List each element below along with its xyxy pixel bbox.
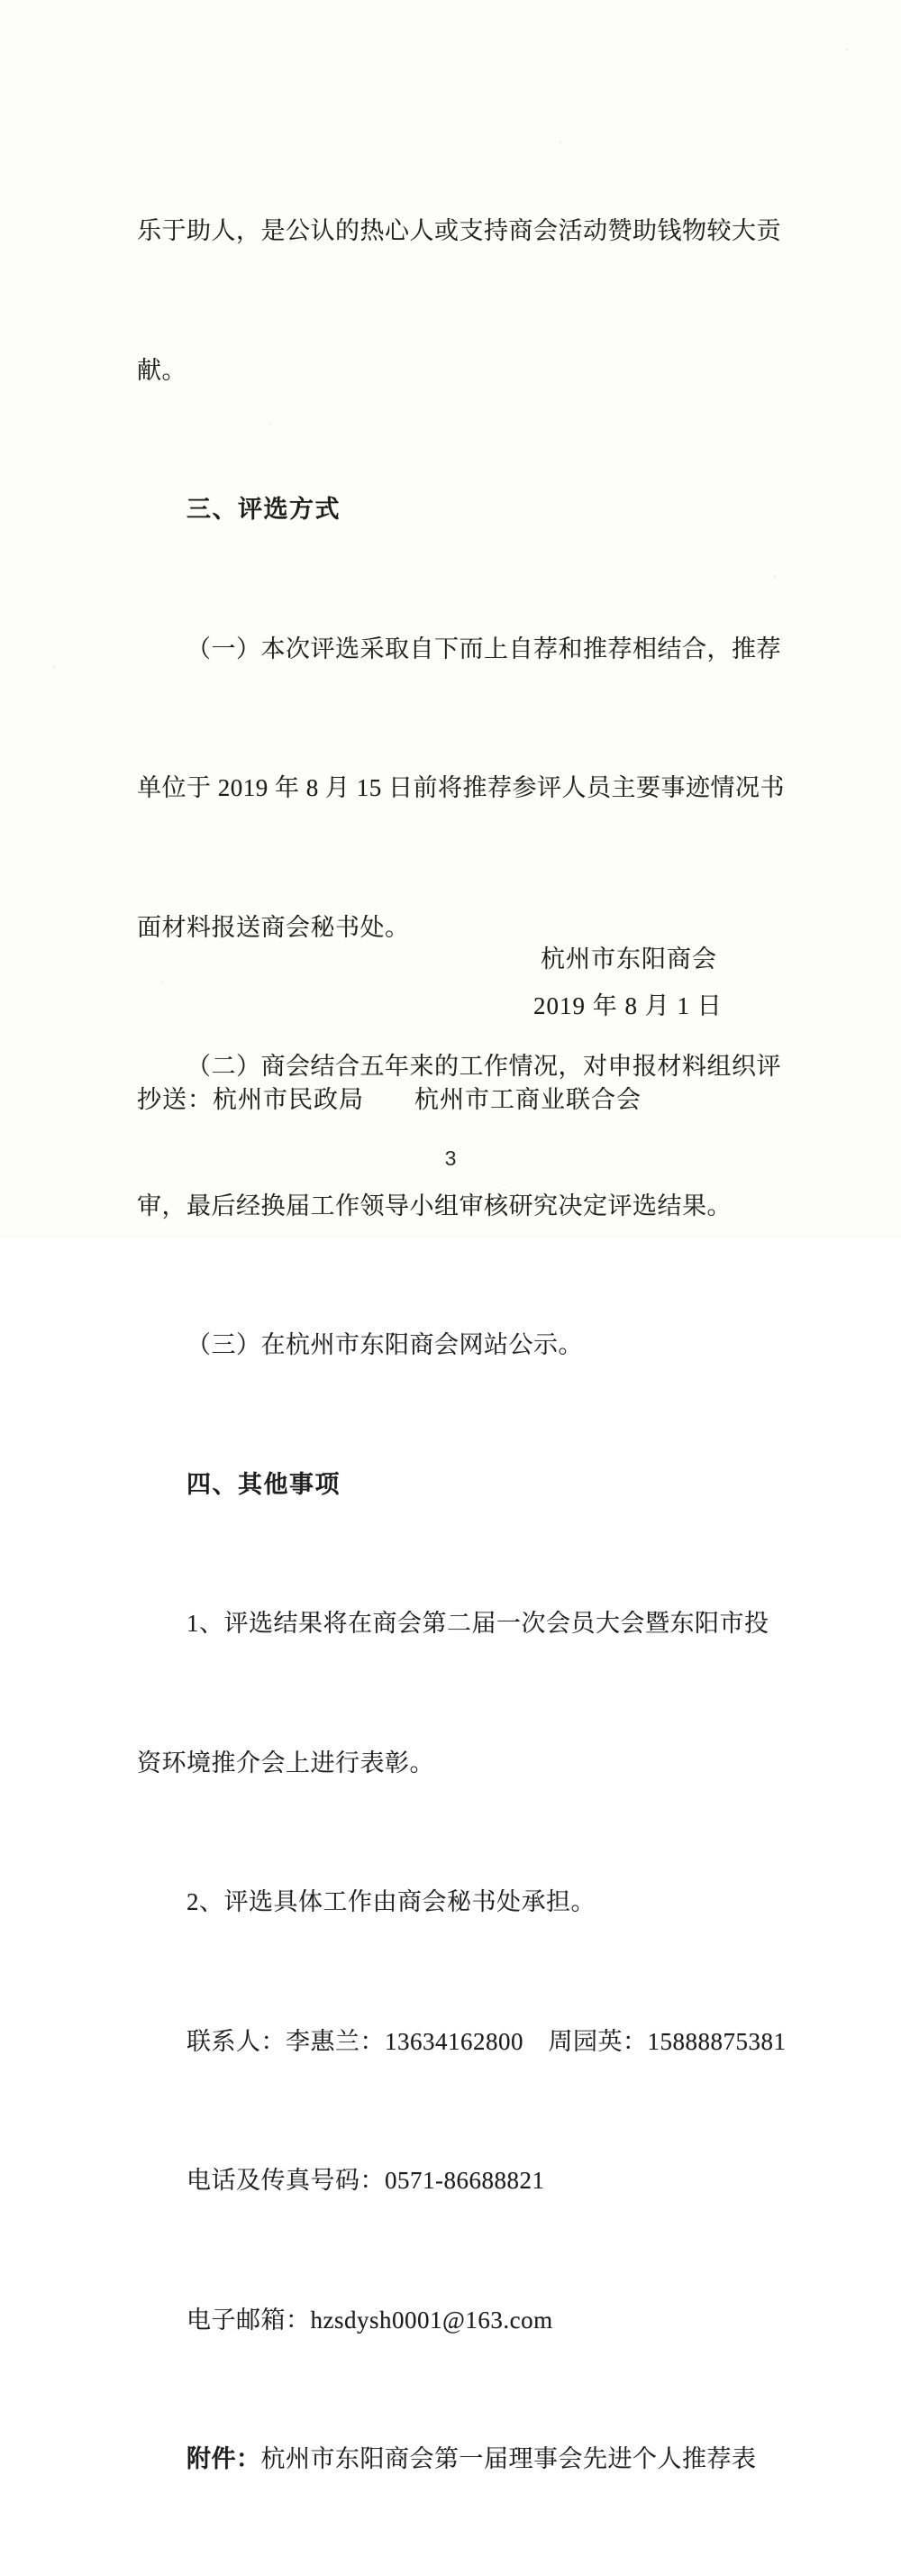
email-line: 电子邮箱：hzsdysh0001@163.com bbox=[187, 2306, 553, 2334]
para-review-1: （二）商会结合五年来的工作情况，对申报材料组织评 bbox=[187, 1053, 781, 1080]
para-selection-method-3: 面材料报送商会秘书处。 bbox=[137, 913, 410, 941]
page-number: 3 bbox=[444, 1146, 457, 1170]
attachment-line bbox=[137, 2436, 768, 2483]
carbon-copy-line: 抄送：杭州市民政局 杭州市工商业联合会 bbox=[137, 1086, 642, 1113]
para-selection-method-2: 单位于 2019 年 8 月 15 日前将推荐参评人员主要事迹情况书 bbox=[137, 774, 785, 801]
para-selection-method-1: （一）本次评选采取自下而上自荐和推荐相结合，推荐 bbox=[187, 635, 781, 662]
body-line-contribution-2: 献。 bbox=[137, 356, 187, 384]
document-body bbox=[137, 115, 787, 2576]
signature-organization: 杭州市东阳商会 bbox=[541, 945, 717, 973]
body-line-contribution-1: 乐于助人，是公认的热心人或支持商会活动赞助钱物较大贡 bbox=[137, 217, 781, 244]
contact-persons-line: 联系人：李惠兰：13634162800 周园英：15888875381 bbox=[187, 2027, 787, 2055]
heading-section-4: 四、其他事项 bbox=[187, 1470, 341, 1498]
para-review-2: 审，最后经换届工作领导小组审核研究决定评选结果。 bbox=[137, 1192, 732, 1219]
phone-fax-line: 电话及传真号码：0571-86688821 bbox=[187, 2167, 545, 2194]
signature-date: 2019 年 8 月 1 日 bbox=[533, 992, 723, 1019]
attachment-label: 附件： bbox=[187, 2445, 261, 2472]
para-secretariat: 2、评选具体工作由商会秘书处承担。 bbox=[187, 1888, 596, 1915]
para-commendation-2: 资环境推介会上进行表彰。 bbox=[137, 1749, 434, 1777]
para-commendation-1: 1、评选结果将在商会第二届一次会员大会暨东阳市投 bbox=[187, 1610, 769, 1637]
para-publicity: （三）在杭州市东阳商会网站公示。 bbox=[187, 1331, 583, 1358]
heading-section-3: 三、评选方式 bbox=[187, 496, 341, 523]
attachment-title: 杭州市东阳商会第一届理事会先进个人推荐表 bbox=[260, 2445, 757, 2472]
